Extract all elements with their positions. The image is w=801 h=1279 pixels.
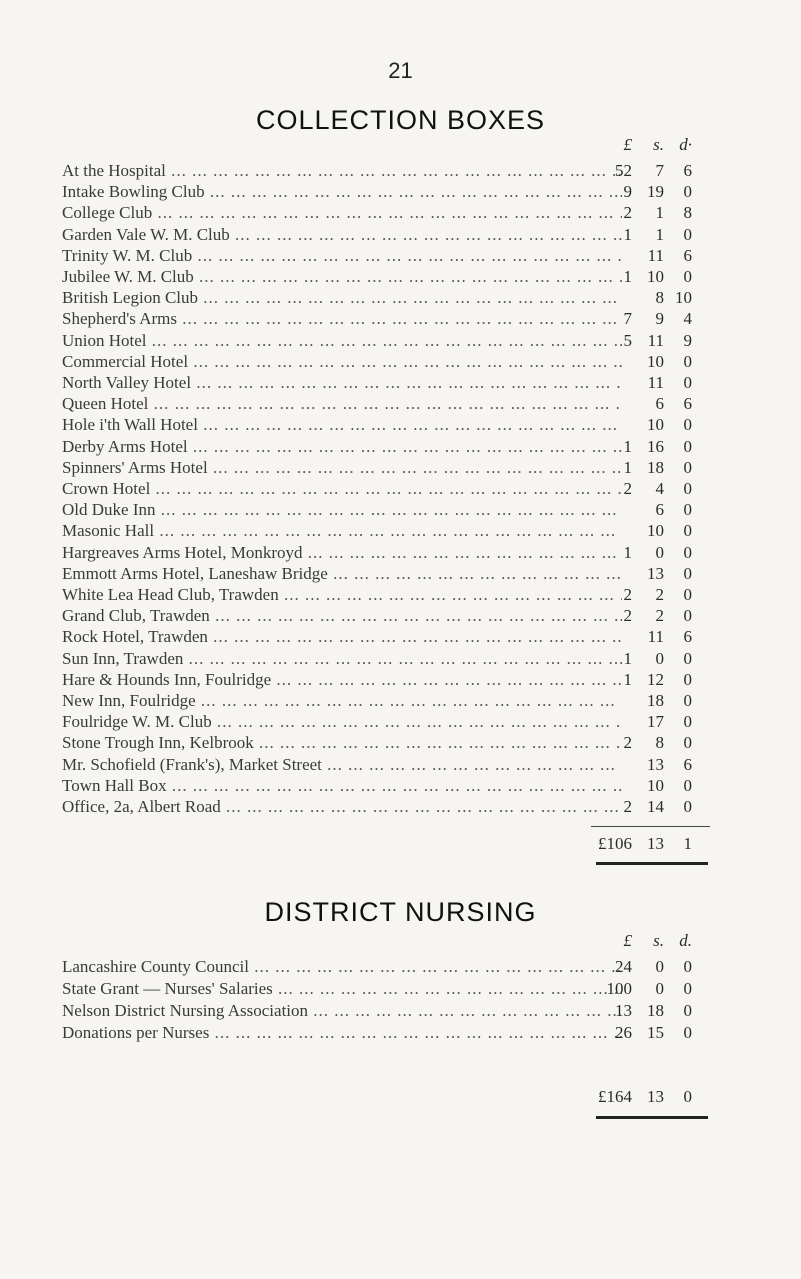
pounds-value: 24	[615, 957, 632, 976]
nursing-total-double-rule	[596, 1116, 708, 1119]
pence-value: 0	[683, 1023, 692, 1042]
pence-value: 8	[683, 203, 692, 223]
pence-value: 0	[683, 585, 692, 604]
entry-label: Donations per Nurses ... .	[62, 1023, 622, 1049]
entry-label: Hare & Hounds Inn, Foulridge ... .	[62, 670, 622, 696]
shillings-value: 10	[647, 267, 664, 286]
shillings-value: 6	[655, 500, 664, 520]
pence-value: 0	[683, 373, 692, 392]
pence-value: 0	[683, 957, 692, 976]
entry-label: New Inn, Foulridge ... .	[62, 691, 622, 717]
pence-value: 0	[683, 733, 692, 753]
pounds-value: 2	[623, 585, 632, 604]
nursing-title: DISTRICT NURSING	[264, 897, 537, 927]
shillings-header: s.	[653, 931, 664, 950]
table-row	[0, 797, 801, 823]
pence-value: 6	[683, 394, 692, 414]
entry-label: Trinity W. M. Club ... .	[62, 246, 622, 272]
pence-value: 0	[683, 797, 692, 816]
pounds-value: 1	[623, 457, 632, 477]
shillings-value: 4	[655, 479, 664, 498]
shillings-value: 0	[655, 979, 664, 998]
entry-label: Office, 2a, Albert Road ... .	[62, 797, 622, 823]
shillings-value: 18	[647, 691, 664, 710]
pence-header: d·	[679, 135, 692, 154]
entry-label: Derby Arms Hotel ... .	[62, 437, 622, 463]
entry-label: At the Hospital ... .	[62, 161, 622, 187]
shillings-value: 7	[655, 161, 664, 180]
pence-value: 0	[683, 542, 692, 562]
entry-label: Jubilee W. M. Club ... .	[62, 267, 622, 293]
shillings-value: 8	[655, 288, 664, 308]
pence-value: 0	[683, 415, 692, 435]
pence-value: 0	[683, 1001, 692, 1020]
entry-label: Intake Bowling Club ... .	[62, 182, 622, 208]
pence-value: 6	[683, 245, 692, 265]
pence-value: 0	[683, 691, 692, 710]
pounds-value: 2	[623, 203, 632, 223]
pence-value: 0	[683, 436, 692, 456]
pence-value: 0	[683, 563, 692, 583]
pounds-value: 9	[623, 182, 632, 202]
pounds-header: £	[623, 931, 632, 950]
entry-label: Sun Inn, Trawden ... .	[62, 649, 622, 675]
shillings-value: 6	[655, 394, 664, 414]
shillings-value: 12	[647, 669, 664, 689]
entry-label: State Grant — Nurses' Salaries ... .	[62, 979, 622, 1005]
pence-value: 0	[683, 712, 692, 732]
pence-value: 0	[683, 351, 692, 371]
pence-value: 0	[683, 521, 692, 541]
shillings-value: 17	[647, 712, 664, 732]
shillings-value: 11	[647, 627, 664, 647]
pounds-value: 7	[623, 309, 632, 329]
total-pounds: £164	[598, 1087, 632, 1106]
shillings-value: 19	[647, 182, 664, 202]
collection-currency-header	[0, 135, 801, 161]
shillings-value: 0	[655, 648, 664, 668]
entry-label: Hole i'th Wall Hotel ... .	[62, 415, 622, 441]
shillings-value: 8	[655, 733, 664, 753]
pounds-value: 1	[623, 648, 632, 668]
pence-value: 0	[683, 457, 692, 477]
pounds-value: 13	[615, 1001, 632, 1020]
shillings-value: 2	[655, 585, 664, 604]
pence-value: 0	[683, 479, 692, 498]
pence-value: 0	[683, 606, 692, 626]
pounds-value: 1	[623, 436, 632, 456]
pounds-value: 2	[623, 479, 632, 498]
shillings-value: 10	[647, 351, 664, 371]
shillings-value: 15	[647, 1023, 664, 1042]
entry-label: Union Hotel ... .	[62, 331, 622, 357]
pence-value: 6	[683, 627, 692, 647]
collection-total-row	[0, 834, 801, 860]
total-shillings: 13	[647, 834, 664, 853]
pence-value: 0	[683, 182, 692, 202]
entry-label: Spinners' Arms Hotel ... .	[62, 458, 622, 484]
shillings-value: 11	[647, 373, 664, 392]
pence-value: 0	[683, 267, 692, 286]
nursing-total-row	[0, 1087, 801, 1113]
pence-value: 10	[675, 288, 692, 308]
entry-label: Foulridge W. M. Club ... .	[62, 712, 622, 738]
pence-header: d.	[679, 931, 692, 950]
shillings-value: 10	[647, 775, 664, 795]
shillings-value: 10	[647, 415, 664, 435]
pounds-value: 1	[623, 267, 632, 286]
entry-label: Old Duke Inn ... .	[62, 500, 622, 526]
entry-label: Masonic Hall ... .	[62, 521, 622, 547]
pounds-value: 5	[623, 330, 632, 350]
entry-label: Garden Vale W. M. Club ... .	[62, 225, 622, 251]
entry-label: Grand Club, Trawden ... .	[62, 606, 622, 632]
entry-label: Mr. Schofield (Frank's), Market Street ... .	[62, 755, 622, 781]
pounds-value: 2	[623, 733, 632, 753]
pounds-value: 26	[615, 1023, 632, 1042]
shillings-value: 11	[647, 245, 664, 265]
collection-total-rule	[591, 826, 710, 827]
pence-value: 6	[683, 161, 692, 180]
entry-label: Hargreaves Arms Hotel, Monkroyd ... .	[62, 543, 622, 569]
entry-label: Nelson District Nursing Association ... .	[62, 1001, 622, 1027]
pounds-value: 52	[615, 161, 632, 180]
entry-label: Stone Trough Inn, Kelbrook ... .	[62, 733, 622, 759]
pence-value: 6	[683, 754, 692, 774]
entry-label: Town Hall Box ... .	[62, 776, 622, 802]
shillings-value: 9	[655, 309, 664, 329]
entry-label: Commercial Hotel ... .	[62, 352, 622, 378]
shillings-value: 14	[647, 797, 664, 816]
total-pence: 1	[683, 834, 692, 853]
pounds-value: 1	[623, 542, 632, 562]
nursing-currency-header	[0, 931, 801, 957]
collection-total-double-rule	[596, 862, 708, 865]
total-pounds: £106	[598, 834, 632, 853]
pence-value: 0	[683, 648, 692, 668]
entry-label: British Legion Club ... .	[62, 288, 622, 314]
pounds-value: 1	[623, 669, 632, 689]
entry-label: College Club ... .	[62, 203, 622, 229]
entry-label: Emmott Arms Hotel, Laneshaw Bridge ... .	[62, 564, 622, 590]
pence-value: 0	[683, 979, 692, 998]
shillings-value: 0	[655, 542, 664, 562]
shillings-value: 2	[655, 606, 664, 626]
pounds-header: £	[623, 135, 632, 154]
entry-label: White Lea Head Club, Trawden ... .	[62, 585, 622, 611]
pence-value: 0	[683, 224, 692, 244]
shillings-header: s.	[653, 135, 664, 154]
pounds-value: 2	[623, 797, 632, 816]
shillings-value: 0	[655, 957, 664, 976]
shillings-value: 11	[647, 330, 664, 350]
total-shillings: 13	[647, 1087, 664, 1106]
entry-label: Lancashire County Council ... .	[62, 957, 622, 983]
shillings-value: 18	[647, 1001, 664, 1020]
pence-value: 0	[683, 669, 692, 689]
shillings-value: 13	[647, 563, 664, 583]
entry-label: Crown Hotel ... .	[62, 479, 622, 505]
pence-value: 0	[683, 500, 692, 520]
collection-title: COLLECTION BOXES	[255, 105, 546, 135]
pence-value: 9	[683, 330, 692, 350]
pence-value: 0	[683, 775, 692, 795]
pounds-value: 1	[623, 224, 632, 244]
entry-label: Shepherd's Arms ... .	[62, 309, 622, 335]
pence-value: 4	[683, 309, 692, 329]
entry-label: Queen Hotel ... .	[62, 394, 622, 420]
table-row	[0, 1023, 801, 1049]
pounds-value: 100	[606, 979, 632, 998]
page-number: 21	[388, 58, 413, 83]
shillings-value: 10	[647, 521, 664, 541]
shillings-value: 18	[647, 457, 664, 477]
entry-label: Rock Hotel, Trawden ... .	[62, 627, 622, 653]
shillings-value: 1	[655, 224, 664, 244]
total-pence: 0	[683, 1087, 692, 1106]
entry-label: North Valley Hotel ... .	[62, 373, 622, 399]
shillings-value: 1	[655, 203, 664, 223]
pounds-value: 2	[623, 606, 632, 626]
shillings-value: 13	[647, 754, 664, 774]
shillings-value: 16	[647, 436, 664, 456]
